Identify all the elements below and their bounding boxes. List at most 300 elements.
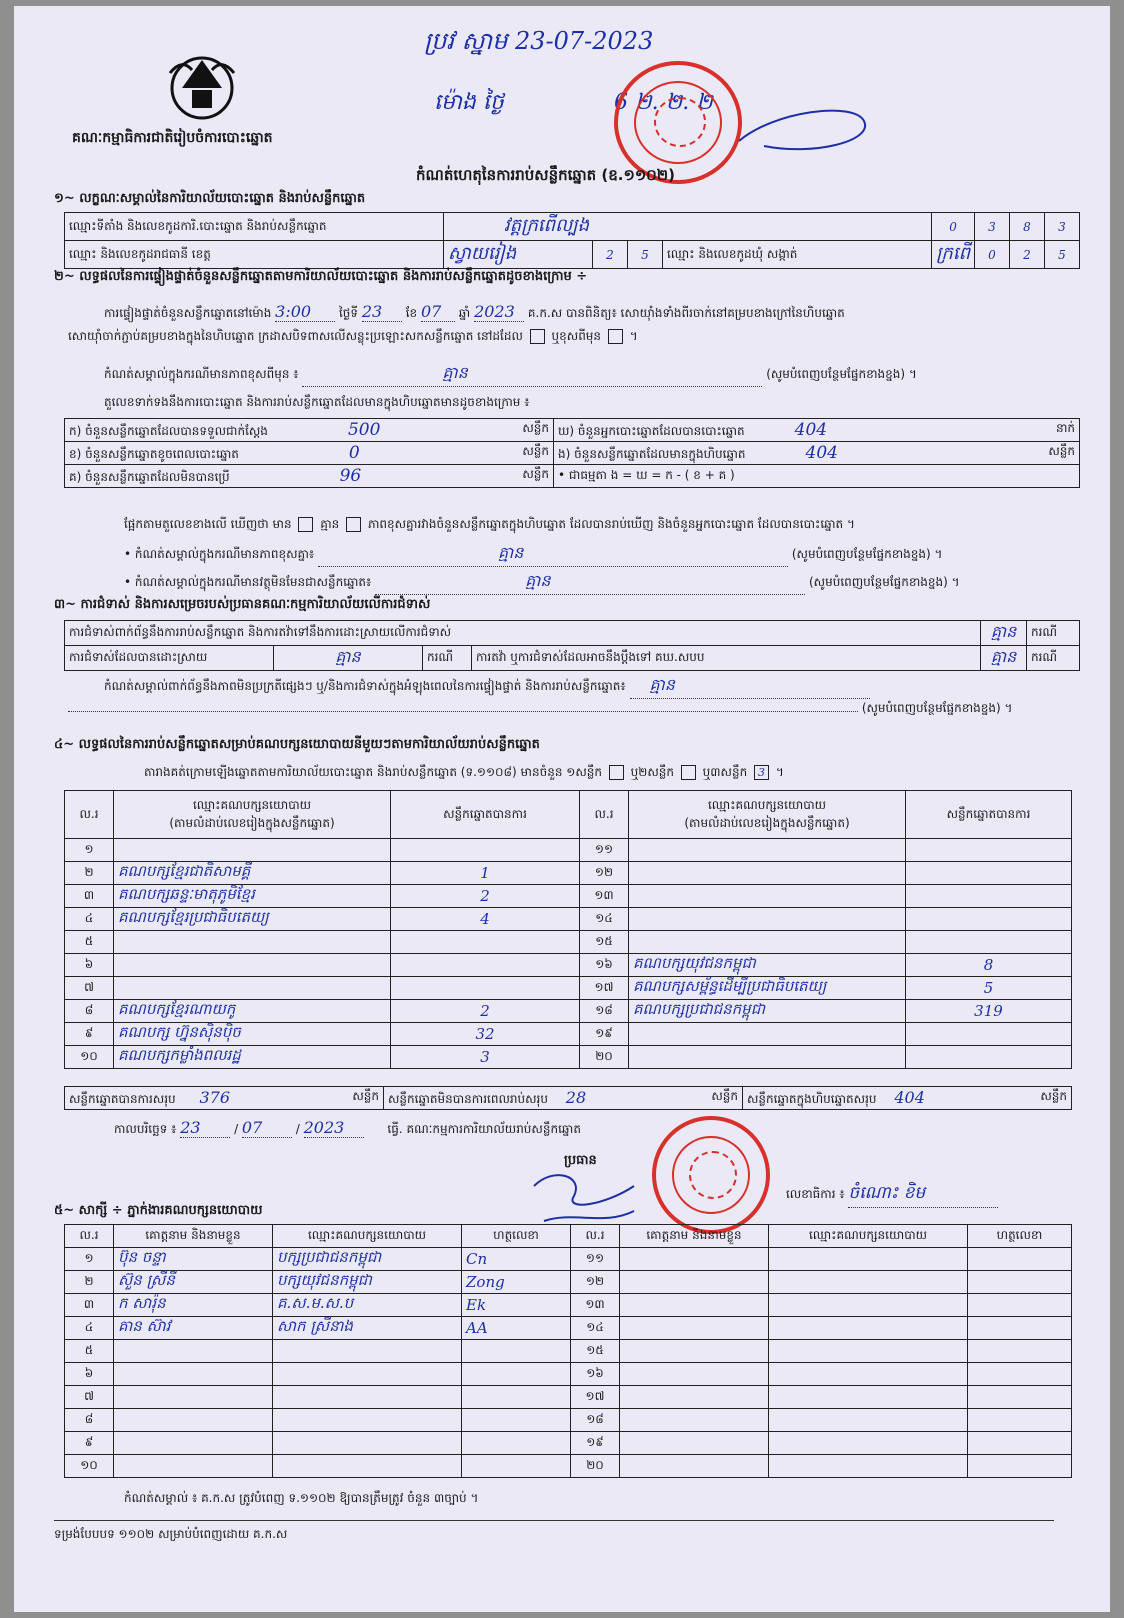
- compare-text: ផ្អែកតាមតួលេខខាងលើ ឃើញថា មាន: [124, 517, 292, 531]
- unit: សន្លឹក: [522, 420, 549, 435]
- witness-signature: AA: [462, 1317, 571, 1340]
- witness-party: [769, 1340, 968, 1363]
- unchanged-checkbox[interactable]: [530, 329, 545, 344]
- verification-year: 2023: [474, 302, 524, 322]
- col-party: ឈ្មោះគណបក្សនយោបាយ: [192, 797, 312, 812]
- witness-name: ក សារ៉ុន: [114, 1294, 273, 1317]
- party-no: ២០: [580, 1046, 629, 1069]
- counts-table: [64, 418, 1080, 488]
- witness-name: [620, 1386, 769, 1409]
- date-month: 07: [242, 1118, 292, 1138]
- witness-no: ១៨: [571, 1409, 620, 1432]
- section1-table: [64, 212, 1080, 269]
- date-day: 23: [180, 1118, 230, 1138]
- witness-party: សាក ស្រីនាង: [273, 1317, 462, 1340]
- witness-name: [620, 1340, 769, 1363]
- witness-party: បក្សយុវជនកម្ពុជា: [273, 1271, 462, 1294]
- party-no: ១៤: [580, 908, 629, 931]
- secretary-label: លេខាធិការ: [786, 1187, 836, 1201]
- witness-party: [273, 1455, 462, 1478]
- fill-hint: (សូមបំពេញបន្ថែមផ្នែកខាងខ្នង) ។: [808, 575, 960, 589]
- party-votes: [906, 862, 1072, 885]
- witness-no: ១៧: [571, 1386, 620, 1409]
- results-row: [65, 1023, 1072, 1046]
- witness-signature: [968, 1317, 1072, 1340]
- witness-no: ៩: [65, 1432, 114, 1455]
- date-line: កាលបរិច្ឆេទ ៖ 23 / 07 / 2023 ធ្វើ. គណៈកម្មការការិយាល័យរាប់សន្លឹកឆ្នោត: [114, 1118, 581, 1137]
- witness-party: [273, 1409, 462, 1432]
- seal-text: សោយ៉ាំចាក់ភ្ជាប់គម្របខាងក្នុងនៃហិបឆ្នោត ក្រដាសបិទពាសលើសន្លុះប្រឡោះសកសន្លឹកឆ្នោត នៅដដែល: [68, 329, 523, 343]
- chair-label: ប្រធាន: [564, 1153, 597, 1168]
- party-name: [629, 908, 906, 931]
- col-no: ល.រ: [65, 1225, 114, 1248]
- party-no: ១៣: [580, 885, 629, 908]
- party-name: [629, 839, 906, 862]
- witness-name: ស៊ួន ស្រីនី: [114, 1271, 273, 1294]
- party-votes: 32: [391, 1023, 580, 1046]
- witness-signature: [968, 1386, 1072, 1409]
- col-signature: ហត្ថលេខា: [968, 1225, 1072, 1248]
- witness-signature: Zong: [462, 1271, 571, 1294]
- party-votes: 8: [906, 954, 1072, 977]
- party-name: [114, 931, 391, 954]
- unit: សន្លឹក: [522, 443, 549, 458]
- verification-month: 07: [421, 302, 455, 322]
- no-difference-label: គ្មាន: [320, 517, 340, 531]
- witness-party: [769, 1432, 968, 1455]
- witness-party: [273, 1340, 462, 1363]
- party-no: ៨: [65, 1000, 114, 1023]
- col-party: ឈ្មោះគណបក្សនយោបាយ: [273, 1225, 462, 1248]
- witness-row: [65, 1317, 1072, 1340]
- party-votes: 2: [391, 885, 580, 908]
- difference-note: [124, 542, 942, 567]
- witness-party: [769, 1317, 968, 1340]
- witness-no: ២០: [571, 1455, 620, 1478]
- results-row: [65, 977, 1072, 1000]
- footnote: កំណត់សម្គាល់ ៖ គ.ក.ស ត្រូវបំពេញ ទ.១១០២ ឱ្យបានត្រឹមត្រូវ ចំនួន ៣ច្បាប់ ។: [124, 1491, 479, 1505]
- objection-value: គ្មាន: [981, 621, 1027, 646]
- party-votes: [391, 931, 580, 954]
- case-unit: ករណី: [423, 646, 472, 671]
- section1-title: ១~ លក្ខណៈសម្គាល់នៃការិយាល័យបោះឆ្នោត និងរាប់សន្លឹកឆ្នោត: [54, 191, 366, 206]
- col-votes: សន្លឹកឆ្នោតបានការ: [391, 791, 580, 839]
- changed-label: ឬខុសពីមុន: [551, 329, 602, 343]
- witness-name: [114, 1455, 273, 1478]
- witness-row: [65, 1409, 1072, 1432]
- witness-name: [620, 1248, 769, 1271]
- party-votes: [906, 885, 1072, 908]
- received-label: ក) ចំនួនសន្លឹកឆ្នោតដែលបានទទួលជាក់ស្តែង: [69, 423, 268, 438]
- commune-code-digit: 2: [1010, 241, 1045, 269]
- changed-checkbox[interactable]: [608, 329, 623, 344]
- fill-hint: (សូមបំពេញបន្ថែមផ្នែកខាងខ្នង) ។: [791, 547, 943, 561]
- witness-party: [769, 1455, 968, 1478]
- party-votes: [391, 977, 580, 1000]
- two-sheets-checkbox[interactable]: [681, 765, 696, 780]
- change-note-value: គ្មាន: [302, 362, 762, 387]
- foreign-value: គ្មាន: [375, 570, 805, 595]
- witness-party: បក្សប្រជាជនកម្ពុជា: [273, 1248, 462, 1271]
- party-name: គណបក្សកម្លាំងពលរដ្ឋ: [114, 1046, 391, 1069]
- commune-code-digit: 0: [975, 241, 1010, 269]
- witness-row: [65, 1271, 1072, 1294]
- appeal-value: គ្មាន: [981, 646, 1027, 671]
- witness-signature: [968, 1271, 1072, 1294]
- party-votes: [906, 908, 1072, 931]
- three-sheets-checkbox[interactable]: 3: [754, 765, 769, 780]
- party-no: ១៧: [580, 977, 629, 1000]
- received-value: 500: [347, 419, 381, 440]
- resolved-label: ការជំទាស់ដែលបានដោះស្រាយ: [65, 646, 274, 671]
- party-votes: [906, 1023, 1072, 1046]
- witness-no: ១០: [65, 1455, 114, 1478]
- in-box-label: ង) ចំនួនសន្លឹកឆ្នោតដែលមានក្នុងហិបឆ្នោត: [558, 446, 746, 461]
- box-total: 404: [894, 1087, 925, 1107]
- location-code-digit: 8: [1010, 213, 1045, 241]
- col-name: គោត្តនាម និងនាមខ្លួន: [114, 1225, 273, 1248]
- party-name: [629, 885, 906, 908]
- col-party-sub: (តាមលំដាប់លេខរៀងក្នុងសន្លឹកឆ្នោត): [684, 815, 850, 830]
- party-no: ១: [65, 839, 114, 862]
- witness-name: [620, 1363, 769, 1386]
- appeal-label: ការតវ៉ា ឬការជំទាស់ដែលអាចនឹងប្តឹងទៅ គឃ.សបប: [472, 646, 981, 671]
- party-votes: [391, 839, 580, 862]
- valid-total: 376: [199, 1087, 231, 1107]
- witness-party: [769, 1386, 968, 1409]
- province-code-digit: 2: [593, 241, 628, 269]
- party-name: គណបក្សសម្ព័ន្ធដើម្បីប្រជាធិបតេយ្យ: [629, 977, 906, 1000]
- witness-no: ១២: [571, 1271, 620, 1294]
- day-label: ថ្ងៃទី: [339, 306, 359, 320]
- location-code-digit: 0: [932, 213, 975, 241]
- objection-label: ការជំទាស់ពាក់ព័ន្ធនឹងការរាប់សន្លឹកឆ្នោត និងការតវ៉ាទៅនឹងការដោះស្រាយលើការជំទាស់: [65, 621, 981, 646]
- footer-divider: [54, 1520, 1054, 1521]
- unused-value: 96: [339, 465, 362, 486]
- unit: សន្លឹក: [522, 466, 549, 481]
- party-votes: 4: [391, 908, 580, 931]
- counts-intro: តួលេខទាក់ទងនឹងការបោះឆ្នោត និងការរាប់សន្លឹកឆ្នោតដែលមានក្នុងហិបឆ្នោតមានដូចខាងក្រោម ៖: [104, 395, 530, 409]
- witness-no: ៦: [65, 1363, 114, 1386]
- party-no: ៩: [65, 1023, 114, 1046]
- witness-name: [620, 1271, 769, 1294]
- witness-signature: [968, 1409, 1072, 1432]
- blank-line: [68, 711, 858, 712]
- witness-party: [769, 1363, 968, 1386]
- results-row: [65, 954, 1072, 977]
- witness-party: [769, 1271, 968, 1294]
- col-votes: សន្លឹកឆ្នោតបានការ: [906, 791, 1072, 839]
- commission-name: គណៈកម្មាធិការជាតិរៀបចំការបោះឆ្នោត: [72, 130, 273, 146]
- fill-hint: (សូមបំពេញបន្ថែមផ្នែកខាងខ្នង) ។: [861, 701, 1013, 715]
- witness-no: ១១: [571, 1248, 620, 1271]
- party-name: គណបក្សខ្មែរជាតិសាមគ្គី: [114, 862, 391, 885]
- province-label: ឈ្មោះ និងលេខកូដរាជធានី ខេត្ត: [65, 241, 444, 269]
- secretary-name: ចំណោះ ខិម: [848, 1182, 998, 1208]
- witness-signature: [462, 1386, 571, 1409]
- witness-party: [769, 1409, 968, 1432]
- change-note: [104, 362, 917, 387]
- valid-total-label: សន្លឹកឆ្នោតបានការសរុប: [69, 1091, 176, 1106]
- witness-party: [769, 1248, 968, 1271]
- invalid-total: 28: [565, 1087, 587, 1107]
- results-row: [65, 1046, 1072, 1069]
- party-votes: [906, 1046, 1072, 1069]
- case-unit: ករណី: [1027, 646, 1080, 671]
- witness-no: ២: [65, 1271, 114, 1294]
- official-stamp-2: [652, 1116, 770, 1234]
- col-no: ល.រ: [580, 791, 629, 839]
- unit: សន្លឹក: [1048, 443, 1075, 458]
- invalid-total-label: សន្លឹកឆ្នោតមិនបានការពេលរាប់សរុប: [388, 1091, 548, 1106]
- witness-signature: [462, 1455, 571, 1478]
- witness-no: ១៦: [571, 1363, 620, 1386]
- witness-signature: [462, 1409, 571, 1432]
- witness-no: ១៤: [571, 1317, 620, 1340]
- commune-value: ក្រពើ: [932, 241, 975, 269]
- party-votes: 5: [906, 977, 1072, 1000]
- party-name: [114, 839, 391, 862]
- witness-row: [65, 1455, 1072, 1478]
- party-votes: 3: [391, 1046, 580, 1069]
- witness-row: [65, 1363, 1072, 1386]
- location-label: ឈ្មោះទីតាំង និងលេខកូដការិ.បោះឆ្នោត និងរាប់សន្លឹកឆ្នោត: [65, 213, 444, 241]
- party-name: [629, 1046, 906, 1069]
- witness-signature: [968, 1363, 1072, 1386]
- unit: សន្លឹក: [711, 1088, 738, 1103]
- voters-label: ឃ) ចំនួនអ្នកបោះឆ្នោតដែលបានបោះឆ្នោត: [558, 423, 745, 438]
- form-footer: ទម្រង់បែបបទ ១១០២ សម្រាប់បំពេញដោយ គ.ក.ស: [54, 1527, 288, 1541]
- date-year: 2023: [304, 1118, 364, 1138]
- witness-name: [620, 1317, 769, 1340]
- party-name: គណបក្ស ហ្វ៊ុនស៊ិនប៉ិច: [114, 1023, 391, 1046]
- witness-signature: [462, 1432, 571, 1455]
- section2-title: ២~ លទ្ធផលនៃការផ្ទៀងផ្ទាត់ចំនួនសន្លឹកឆ្នោតតាមការិយាល័យបោះឆ្នោត និងការរាប់សន្លឹកឆ្នោតដូចខាងក្រោម ÷: [54, 269, 588, 284]
- col-party-sub: (តាមលំដាប់លេខរៀងក្នុងសន្លឹកឆ្នោត): [169, 815, 335, 830]
- witness-no: ៧: [65, 1386, 114, 1409]
- witness-signature: [968, 1432, 1072, 1455]
- voters-value: 404: [794, 419, 828, 440]
- location-code-digit: 3: [975, 213, 1010, 241]
- commission-emblem: [162, 48, 242, 122]
- witness-signature: [968, 1294, 1072, 1317]
- party-no: ១៥: [580, 931, 629, 954]
- party-no: ១២: [580, 862, 629, 885]
- section3-title: ៣~ ការជំទាស់ និងការសម្រេចរបស់ប្រធានគណៈកម្មការិយាល័យលើការជំទាស់: [54, 597, 431, 612]
- two-sheets-label: ឬ២សន្លឹក: [630, 765, 675, 779]
- witness-signature: [462, 1340, 571, 1363]
- province-code-digit: 5: [628, 241, 663, 269]
- verification-text: ការផ្ទៀងផ្ទាត់ចំនួនសន្លឹកឆ្នោតនៅម៉ោង: [104, 306, 272, 320]
- witness-party: គ.ស.ម.ស.ប: [273, 1294, 462, 1317]
- party-no: ៦: [65, 954, 114, 977]
- witness-table: [64, 1224, 1072, 1478]
- foreign-label: • កំណត់សម្គាល់ក្នុងករណីមានវត្ថុមិនមែនជាសន្លឹកឆ្នោត៖: [124, 575, 372, 589]
- col-party: ឈ្មោះគណបក្សនយោបាយ: [707, 797, 827, 812]
- witness-signature: [462, 1363, 571, 1386]
- witness-name: [620, 1409, 769, 1432]
- party-no: ១៨: [580, 1000, 629, 1023]
- party-name: [629, 931, 906, 954]
- witness-no: ៣: [65, 1294, 114, 1317]
- party-name: គណបក្សឆន្ទៈមាតុភូមិខ្មែរ: [114, 885, 391, 908]
- witness-row: [65, 1340, 1072, 1363]
- verification-line: [104, 302, 845, 323]
- witness-name: [114, 1363, 273, 1386]
- three-sheets-label: ឬ៣សន្លឹក: [702, 765, 748, 779]
- party-no: ១៦: [580, 954, 629, 977]
- commune-label: ឈ្មោះ និងលេខកូដឃុំ សង្កាត់: [663, 241, 932, 269]
- irregularity-note: [104, 674, 870, 699]
- results-row: [65, 885, 1072, 908]
- tally-intro-text: តារាងគត់ក្រោមឡើងឆ្នោតតាមការិយាល័យបោះឆ្នោត និងរាប់សន្លឹកឆ្នោត (ទ.១១០៨) មានចំនួន ១សន្លឹក: [144, 765, 602, 779]
- foreign-note: [124, 570, 960, 595]
- witness-name: [114, 1432, 273, 1455]
- party-no: ៤: [65, 908, 114, 931]
- witness-no: ៥: [65, 1340, 114, 1363]
- party-no: ៧: [65, 977, 114, 1000]
- witness-row: [65, 1248, 1072, 1271]
- in-box-value: 404: [805, 442, 838, 463]
- unit: សន្លឹក: [352, 1088, 379, 1103]
- compare-line: [124, 516, 855, 534]
- section4-title: ៤~ លទ្ធផលនៃការរាប់សន្លឹកឆ្នោតសម្រាប់គណបក្សនយោបាយនីមួយៗតាមការិយាល័យរាប់សន្លឹកឆ្នោត: [54, 737, 540, 752]
- handwritten-time-value: 6 ២. ២. ២: [614, 90, 713, 115]
- irregularity-continuation: [68, 700, 1012, 718]
- party-name: គណបក្សប្រជាជនកម្ពុជា: [629, 1000, 906, 1023]
- witness-party: [769, 1294, 968, 1317]
- results-table: [64, 790, 1072, 1069]
- results-totals: [64, 1086, 1072, 1110]
- witness-no: ៨: [65, 1409, 114, 1432]
- witness-signature: [968, 1340, 1072, 1363]
- spoiled-value: 0: [348, 442, 360, 463]
- compare-text-2: ភាពខុសគ្នារវាងចំនួនសន្លឹកឆ្នោតក្នុងហិបឆ្នោត ដែលបានរាប់ឃើញ និងចំនួនអ្នកបោះឆ្នោត ដែលបានបោះឆ្នោត ។: [367, 517, 855, 531]
- change-note-label: កំណត់សម្គាល់ក្នុងករណីមានភាពខុសពីមុន ៖: [104, 367, 299, 381]
- form-title: កំណត់ហេតុនៃការរាប់សន្លឹកឆ្នោត (ឧ.១១០២): [416, 166, 676, 184]
- witness-signature: Cn: [462, 1248, 571, 1271]
- party-name: គណបក្សខ្មែរប្រជាធិបតេយ្យ: [114, 908, 391, 931]
- party-name: គណបក្សយុវជនកម្ពុជា: [629, 954, 906, 977]
- commune-code-digit: 5: [1045, 241, 1080, 269]
- handwritten-date: ប្រវ ស្នាម 23-07-2023: [424, 27, 654, 55]
- verification-time: 3:00: [275, 302, 335, 322]
- witness-no: ១៩: [571, 1432, 620, 1455]
- location-code-digit: 3: [1045, 213, 1080, 241]
- witness-no: ១៣: [571, 1294, 620, 1317]
- has-difference-checkbox[interactable]: [298, 517, 313, 532]
- witness-row: [65, 1386, 1072, 1409]
- witness-no: ១៥: [571, 1340, 620, 1363]
- witness-signature: Ek: [462, 1294, 571, 1317]
- witness-name: [620, 1294, 769, 1317]
- party-votes: 1: [391, 862, 580, 885]
- spoiled-label: ខ) ចំនួនសន្លឹកឆ្នោតខូចពេលបោះឆ្នោត: [69, 446, 239, 461]
- box-total-label: សន្លឹកឆ្នោតក្នុងហិបឆ្នោតសរុប: [747, 1091, 877, 1106]
- unit: សន្លឹក: [1040, 1088, 1067, 1103]
- unit: នាក់: [1055, 420, 1075, 435]
- party-no: ២: [65, 862, 114, 885]
- party-no: ៣: [65, 885, 114, 908]
- results-row: [65, 1000, 1072, 1023]
- witness-party: [273, 1432, 462, 1455]
- col-name: គោត្តនាម និងនាមខ្លួន: [620, 1225, 769, 1248]
- committee-label: ធ្វើ. គណៈកម្មការការិយាល័យរាប់សន្លឹកឆ្នោត: [387, 1122, 581, 1136]
- irregularity-value: គ្មាន: [630, 674, 870, 699]
- party-no: ១៩: [580, 1023, 629, 1046]
- party-no: ៥: [65, 931, 114, 954]
- party-name: [114, 977, 391, 1000]
- witness-name: [620, 1455, 769, 1478]
- witness-no: ៤: [65, 1317, 114, 1340]
- results-row: [65, 862, 1072, 885]
- party-no: ១១: [580, 839, 629, 862]
- verification-day: 23: [362, 302, 402, 322]
- witness-name: [114, 1386, 273, 1409]
- date-label: កាលបរិច្ឆេទ ៖: [114, 1122, 177, 1136]
- unused-label: គ) ចំនួនសន្លឹកឆ្នោតដែលមិនបានប្រើ: [69, 469, 230, 484]
- party-votes: [906, 839, 1072, 862]
- witness-name: គាន ស៊ាវ: [114, 1317, 273, 1340]
- witness-party: [273, 1386, 462, 1409]
- results-row: [65, 908, 1072, 931]
- handwritten-time: ម៉ោង ថ្ងៃ: [434, 90, 504, 115]
- province-value: ស្វាយរៀង: [444, 241, 593, 269]
- col-signature: ហត្ថលេខា: [462, 1225, 571, 1248]
- col-no: ល.រ: [65, 791, 114, 839]
- party-votes: 2: [391, 1000, 580, 1023]
- party-name: [114, 954, 391, 977]
- witness-name: [114, 1340, 273, 1363]
- year-label: ឆ្នាំ: [458, 306, 471, 320]
- party-name: គណបក្សខ្មែរណាយកូ: [114, 1000, 391, 1023]
- party-votes: 319: [906, 1000, 1072, 1023]
- no-difference-checkbox[interactable]: [346, 517, 361, 532]
- resolved-value: គ្មាន: [274, 646, 423, 671]
- witness-row: [65, 1294, 1072, 1317]
- section5-title: ៥~ សាក្សី ÷ ភ្នាក់ងារគណបក្សនយោបាយ: [54, 1203, 263, 1218]
- witness-name: [620, 1432, 769, 1455]
- party-votes: [906, 931, 1072, 954]
- witness-party: [273, 1363, 462, 1386]
- party-votes: [391, 954, 580, 977]
- difference-value: គ្មាន: [318, 542, 788, 567]
- ballot-count-form: [14, 6, 1110, 1612]
- witness-name: ប៊ុន ចន្ទា: [114, 1248, 273, 1271]
- witness-no: ១: [65, 1248, 114, 1271]
- difference-label: • កំណត់សម្គាល់ក្នុងករណីមានភាពខុសគ្នា៖: [124, 547, 315, 561]
- witness-signature: [968, 1455, 1072, 1478]
- objections-table: [64, 620, 1080, 671]
- formula: • ជាធម្មតា ង = ឃ = ក - ( ខ + គ ): [554, 465, 1080, 488]
- month-label: ខែ: [405, 306, 418, 320]
- col-no: ល.រ: [571, 1225, 620, 1248]
- col-party: ឈ្មោះគណបក្សនយោបាយ: [769, 1225, 968, 1248]
- case-unit: ករណី: [1027, 621, 1080, 646]
- seal-line: សោយ៉ាំចាក់ភ្ជាប់គម្របខាងក្នុងនៃហិបឆ្នោត ក្រដាសបិទពាសលើសន្លុះប្រឡោះសកសន្លឹកឆ្នោត នៅដដែល ឬខុសពីមុន ។: [68, 329, 638, 343]
- results-row: [65, 931, 1072, 954]
- results-row: [65, 839, 1072, 862]
- witness-row: [65, 1432, 1072, 1455]
- party-name: [629, 1023, 906, 1046]
- fill-hint: (សូមបំពេញបន្ថែមផ្នែកខាងខ្នង) ។: [766, 367, 917, 381]
- witness-signature: [968, 1248, 1072, 1271]
- witness-name: [114, 1409, 273, 1432]
- party-name: [629, 862, 906, 885]
- one-sheet-checkbox[interactable]: [609, 765, 624, 780]
- secretary-line: លេខាធិការ ៖ ចំណោះ ខិម: [786, 1182, 998, 1208]
- party-no: ១០: [65, 1046, 114, 1069]
